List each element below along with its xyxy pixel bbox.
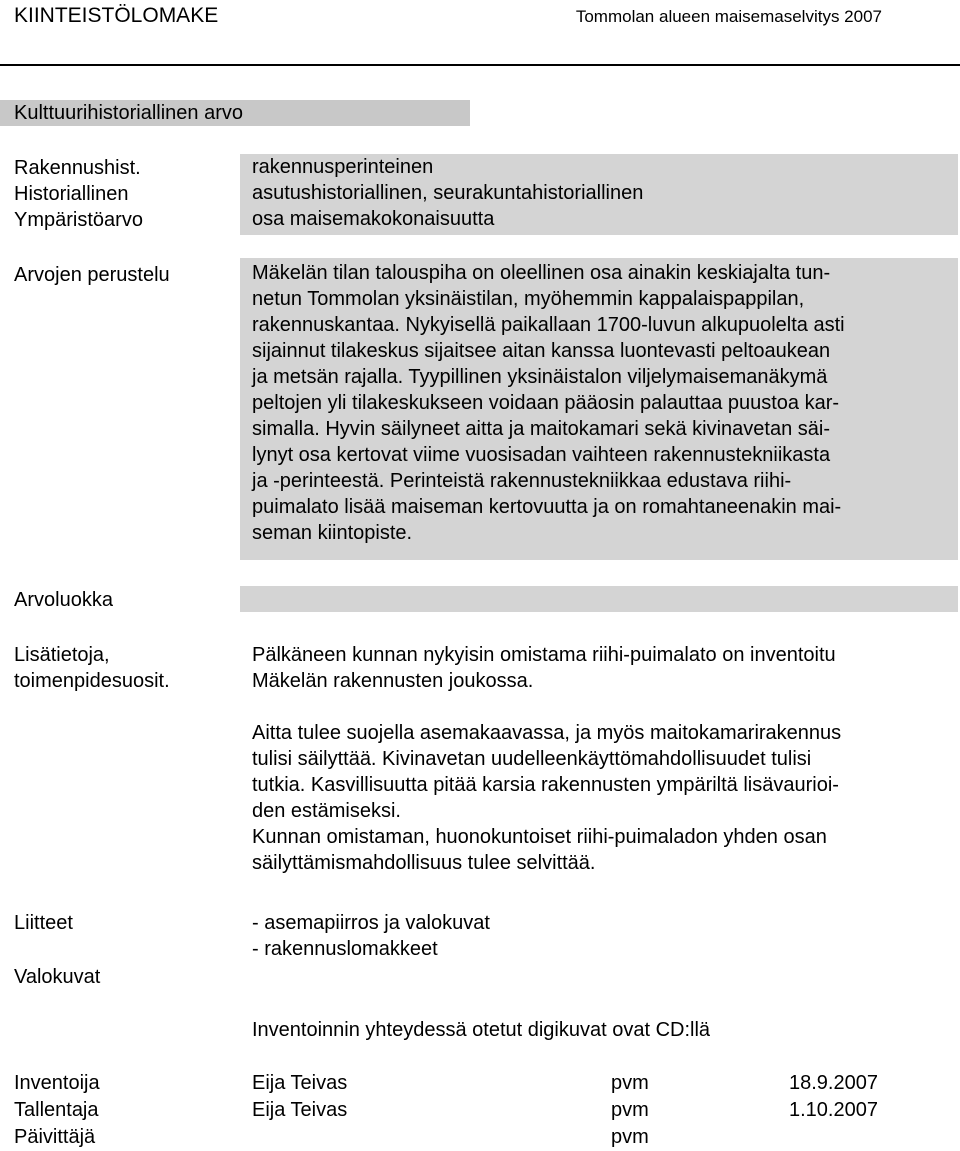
value-photos: Inventoinnin yhteydessä otetut digikuvat ovat CD:llä: [252, 1019, 711, 1041]
header-divider: [0, 64, 960, 66]
record-pvm: pvm: [611, 1126, 649, 1148]
label-photos: Valokuvat: [14, 966, 101, 988]
record-pvm: pvm: [611, 1099, 649, 1121]
record-date: 18.9.2007: [789, 1072, 878, 1094]
value-line: tutkia. Kasvillisuutta pitää karsia rakennusten ympäriltä lisävaurioi-: [252, 774, 839, 796]
value-line: puimalato lisää maiseman kertovuutta ja on romahtaneenakin mai-: [252, 496, 842, 518]
value-line: - asemapiirros ja valokuvat: [252, 912, 490, 934]
record-role: Inventoija: [14, 1072, 100, 1094]
value-line: Kunnan omistaman, huonokuntoiset riihi-puimaladon yhden osan: [252, 826, 827, 848]
value-attachments: [252, 910, 958, 962]
value-line: osa maisemakokonaisuutta: [252, 208, 495, 230]
value-more-info-2: [252, 720, 958, 876]
label-line: Lisätietoja,: [14, 644, 110, 666]
label-historical: [14, 155, 143, 233]
value-line: - rakennuslomakkeet: [252, 938, 438, 960]
value-class-box: [240, 586, 958, 612]
value-more-info-1: [252, 642, 958, 694]
value-line: seman kiintopiste.: [252, 522, 413, 544]
record-names: [252, 1070, 347, 1151]
label-basis: Arvojen perustelu: [14, 264, 170, 286]
section-header: [0, 100, 470, 126]
value-line: netun Tommolan yksinäistilan, myöhemmin kappalaispappilan,: [252, 288, 805, 310]
value-line: lynyt osa kertovat viime vuosisadan vaihteen rakennustekniikasta: [252, 444, 831, 466]
value-line: Pälkäneen kunnan nykyisin omistama riihi-puimalato on inventoitu: [252, 644, 836, 666]
record-dates: [789, 1070, 878, 1124]
record-name: [252, 1124, 347, 1151]
value-line: tulisi säilyttää. Kivinavetan uudelleenkäyttömahdollisuudet tulisi: [252, 748, 812, 770]
record-role: Päivittäjä: [14, 1126, 96, 1148]
record-name: Eija Teivas: [252, 1072, 348, 1094]
record-date: 1.10.2007: [789, 1099, 878, 1121]
record-roles: [14, 1070, 100, 1151]
value-line: den estämiseksi.: [252, 800, 401, 822]
value-line: Aitta tulee suojella asemakaavassa, ja myös maitokamarirakennus: [252, 722, 842, 744]
label-class: Arvoluokka: [14, 589, 113, 611]
value-line: säilyttämismahdollisuus tulee selvittää.: [252, 852, 596, 874]
value-basis-box: [240, 258, 958, 560]
form-title: KIINTEISTÖLOMAKE: [14, 4, 219, 27]
value-line: rakennuskantaa. Nykyisellä paikallaan 1700-luvun alkupuolelta asti: [252, 314, 845, 336]
value-line: simalla. Hyvin säilyneet aitta ja maitokamari sekä kivinavetan säi-: [252, 418, 831, 440]
value-line: Mäkelän tilan talouspiha on oleellinen osa ainakin keskiajalta tun-: [252, 262, 831, 284]
value-line: ja -perinteestä. Perinteistä rakennustekniikkaa edustava riihi-: [252, 470, 792, 492]
value-line: sijainnut tilakeskus sijaitsee aitan kanssa luontevasti peltoaukean: [252, 340, 831, 362]
document-subtitle: Tommolan alueen maisemaselvitys 2007: [575, 7, 882, 26]
section-title: Kulttuurihistoriallinen arvo: [14, 102, 244, 124]
value-line: ja metsän rajalla. Tyypillinen yksinäistalon viljelymaisemanäkymä: [252, 366, 828, 388]
label-more-info: [14, 642, 170, 694]
label-line: Ympäristöarvo: [14, 209, 143, 231]
record-pvm: pvm: [611, 1072, 649, 1094]
value-line: asutushistoriallinen, seurakuntahistoriallinen: [252, 182, 644, 204]
record-name: Eija Teivas: [252, 1099, 348, 1121]
record-role: Tallentaja: [14, 1099, 99, 1121]
value-line: Mäkelän rakennusten joukossa.: [252, 670, 534, 692]
label-line: toimenpidesuosit.: [14, 670, 170, 692]
label-line: Historiallinen: [14, 183, 129, 205]
value-historical-box: [240, 154, 958, 235]
label-attachments: Liitteet: [14, 912, 73, 934]
record-pvm-labels: [611, 1070, 649, 1151]
value-line: rakennusperinteinen: [252, 156, 434, 178]
value-line: peltojen yli tilakeskukseen voidaan pääosin palauttaa puustoa kar-: [252, 392, 840, 414]
label-line: Rakennushist.: [14, 157, 141, 179]
